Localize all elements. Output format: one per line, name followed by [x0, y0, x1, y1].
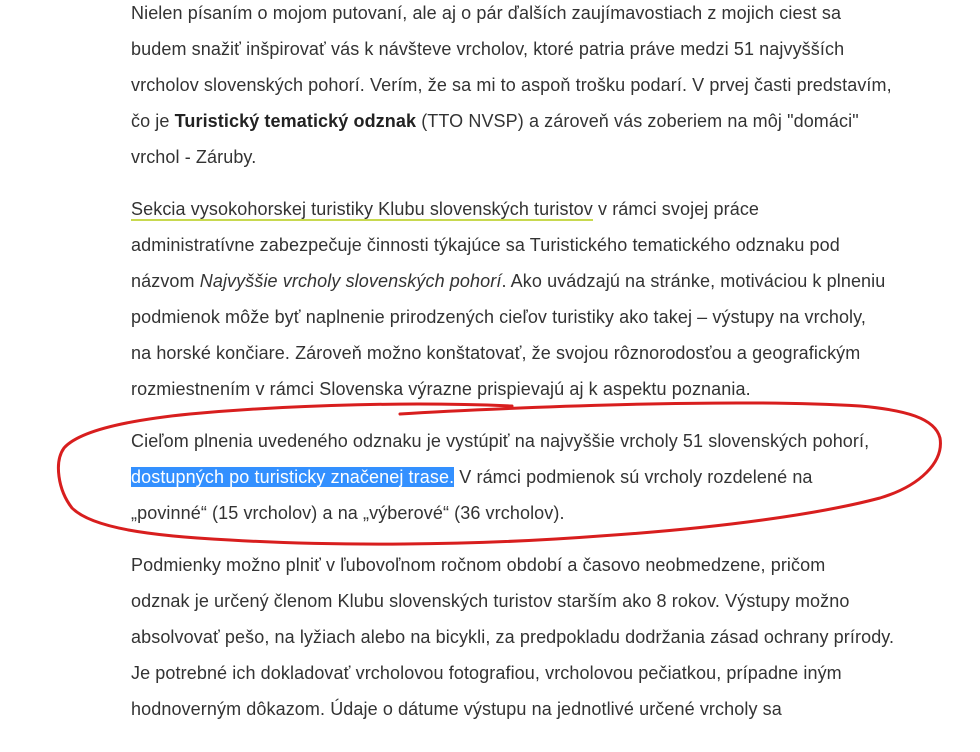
paragraph-conditions [131, 547, 961, 727]
paragraph-goal [131, 423, 961, 531]
text-line: „povinné“ (15 vrcholov) a na „výberové“ (36 vrcholov). [131, 503, 565, 523]
text-line: absolvovať pešo, na lyžiach alebo na bicykli, za predpokladu dodržania zásad ochrany prírody. [131, 627, 895, 647]
text-fragment: V rámci podmienok sú vrcholy rozdelené na [454, 467, 813, 487]
text-line: budem snažiť inšpirovať vás k návšteve vrcholov, ktoré patria práve medzi 51 najvyšších [131, 39, 845, 59]
text-line: Je potrebné ich dokladovať vrcholovou fotografiou, vrcholovou pečiatkou, prípadne iným [131, 663, 842, 683]
text-line: Cieľom plnenia uvedeného odznaku je vystúpiť na najvyššie vrcholy 51 slovenských pohorí, [131, 431, 870, 451]
text-fragment: v rámci svojej práce [592, 199, 760, 219]
text-fragment: (TTO NVSP) a zároveň vás zoberiem na môj "domáci" [416, 111, 859, 131]
paragraph-intro [131, 0, 961, 175]
text-line: podmienok môže byť naplnenie prirodzených cieľov turistiky ako takej – výstupy na vrcholy, [131, 307, 867, 327]
text-line: Nielen písaním o mojom putovaní, ale aj o pár ďalších zaujímavostiach z mojich ciest sa [131, 3, 842, 23]
text-line: vrchol - Záruby. [131, 147, 257, 167]
text-line [131, 191, 961, 227]
text-line [131, 459, 961, 495]
text-line: Podmienky možno plniť v ľubovoľnom ročnom období a časovo neobmedzene, pričom [131, 555, 826, 575]
text-fragment: . Ako uvádzajú na stránke, motiváciou k plneniu [501, 271, 886, 291]
paragraph-spacer [131, 175, 961, 191]
text-fragment: názvom [131, 271, 200, 291]
italic-title: Najvyššie vrcholy slovenských pohorí [199, 271, 502, 291]
paragraph-section [131, 191, 961, 407]
text-line: administratívne zabezpečuje činnosti týkajúce sa Turistického tematického odznaku pod [131, 235, 840, 255]
text-selection[interactable]: dostupných po turisticky značenej trase. [131, 467, 455, 487]
paragraph-spacer [131, 407, 961, 423]
article-body [131, 0, 961, 727]
text-line [131, 263, 961, 299]
text-line: hodnoverným dôkazom. Údaje o dátume výstupu na jednotlivé určené vrcholy sa [131, 699, 782, 719]
text-line: vrcholov slovenských pohorí. Verím, že sa mi to aspoň trošku podarí. V prvej časti predstavím, [131, 75, 892, 95]
text-line: odznak je určený členom Klubu slovenských turistov starším ako 8 rokov. Výstupy možno [131, 591, 850, 611]
text-line: na horské končiare. Zároveň možno konštatovať, že svojou rôznorodosťou a geografickým [131, 343, 861, 363]
paragraph-spacer [131, 531, 961, 547]
kst-section-link[interactable]: Sekcia vysokohorskej turistiky Klubu slovenských turistov [131, 199, 593, 219]
text-line: rozmiestnením v rámci Slovenska výrazne prispievajú aj k aspektu poznania. [131, 379, 751, 399]
text-fragment: čo je [131, 111, 175, 131]
bold-term: Turistický tematický odznak [174, 111, 417, 131]
text-line [131, 103, 961, 139]
